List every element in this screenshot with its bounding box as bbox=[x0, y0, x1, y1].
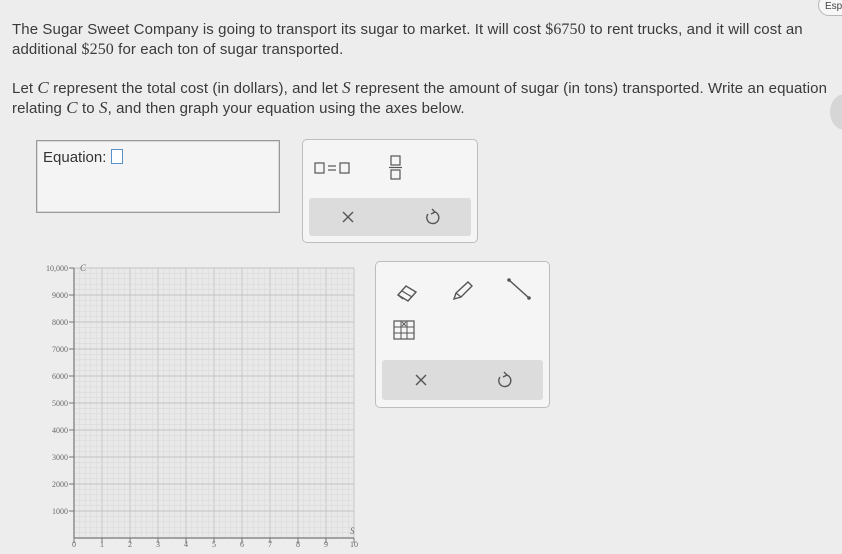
equation-action-strip bbox=[309, 198, 471, 236]
y-tick-label: 4000 bbox=[52, 426, 68, 435]
x-tick-label: 7 bbox=[268, 540, 272, 549]
equation-input-box[interactable] bbox=[36, 140, 280, 213]
y-tick-label: 8000 bbox=[52, 318, 68, 327]
x-tick-label: 6 bbox=[240, 540, 244, 549]
undo-equation-icon[interactable] bbox=[423, 208, 441, 231]
equation-tool-panel bbox=[302, 139, 478, 243]
x-axis-ticks bbox=[72, 538, 358, 549]
y-axis-ticks bbox=[46, 264, 74, 516]
clear-graph-icon[interactable] bbox=[414, 373, 428, 392]
y-tick-label: 3000 bbox=[52, 453, 68, 462]
equation-label: Equation: bbox=[43, 149, 123, 166]
y-tick-label: 9000 bbox=[52, 291, 68, 300]
x-tick-label: 2 bbox=[128, 540, 132, 549]
y-tick-label: 7000 bbox=[52, 345, 68, 354]
x-tick-label: 4 bbox=[184, 540, 188, 549]
graph-tool-panel bbox=[375, 261, 550, 408]
y-tick-label: 2000 bbox=[52, 480, 68, 489]
pencil-icon[interactable] bbox=[451, 279, 475, 308]
x-tick-label: 1 bbox=[100, 540, 104, 549]
cost-graph[interactable] bbox=[30, 256, 360, 554]
x-tick-label: 8 bbox=[296, 540, 300, 549]
y-tick-label: 5000 bbox=[52, 399, 68, 408]
x-axis-label: S bbox=[350, 526, 355, 536]
y-tick-label: 6000 bbox=[52, 372, 68, 381]
y-tick-label: 1000 bbox=[52, 507, 68, 516]
problem-text-line-1: The Sugar Sweet Company is going to transport its sugar to market. It will cost $6750 to rent trucks, and it will cost an bbox=[12, 21, 803, 38]
clear-equation-icon[interactable] bbox=[341, 210, 355, 229]
language-toggle-button[interactable]: Esp bbox=[818, 0, 842, 16]
x-tick-label: 9 bbox=[324, 540, 328, 549]
x-tick-label: 10 bbox=[350, 540, 358, 549]
graph-action-strip bbox=[382, 360, 543, 400]
y-axis-label: C bbox=[80, 263, 87, 273]
side-scroll-handle[interactable] bbox=[830, 94, 842, 130]
x-tick-label: 0 bbox=[72, 540, 76, 549]
problem-text-line-2: additional $250 for each ton of sugar transported. bbox=[12, 41, 344, 58]
equation-answer-field[interactable] bbox=[111, 149, 123, 164]
problem-text-line-4: relating C to S, and then graph your equation using the axes below. bbox=[12, 98, 465, 117]
fraction-template-button[interactable] bbox=[388, 154, 404, 185]
undo-graph-icon[interactable] bbox=[495, 371, 513, 394]
x-tick-label: 3 bbox=[156, 540, 160, 549]
x-tick-label: 5 bbox=[212, 540, 216, 549]
line-segment-icon[interactable] bbox=[506, 276, 532, 307]
y-tick-label: 10,000 bbox=[46, 264, 68, 273]
table-icon[interactable] bbox=[392, 318, 416, 347]
equals-template-button[interactable] bbox=[313, 160, 353, 181]
eraser-icon[interactable] bbox=[394, 281, 422, 308]
problem-text-line-3: Let C represent the total cost (in dollars), and let S represent the amount of sugar (in tons) transported. Write an equation bbox=[12, 78, 828, 97]
